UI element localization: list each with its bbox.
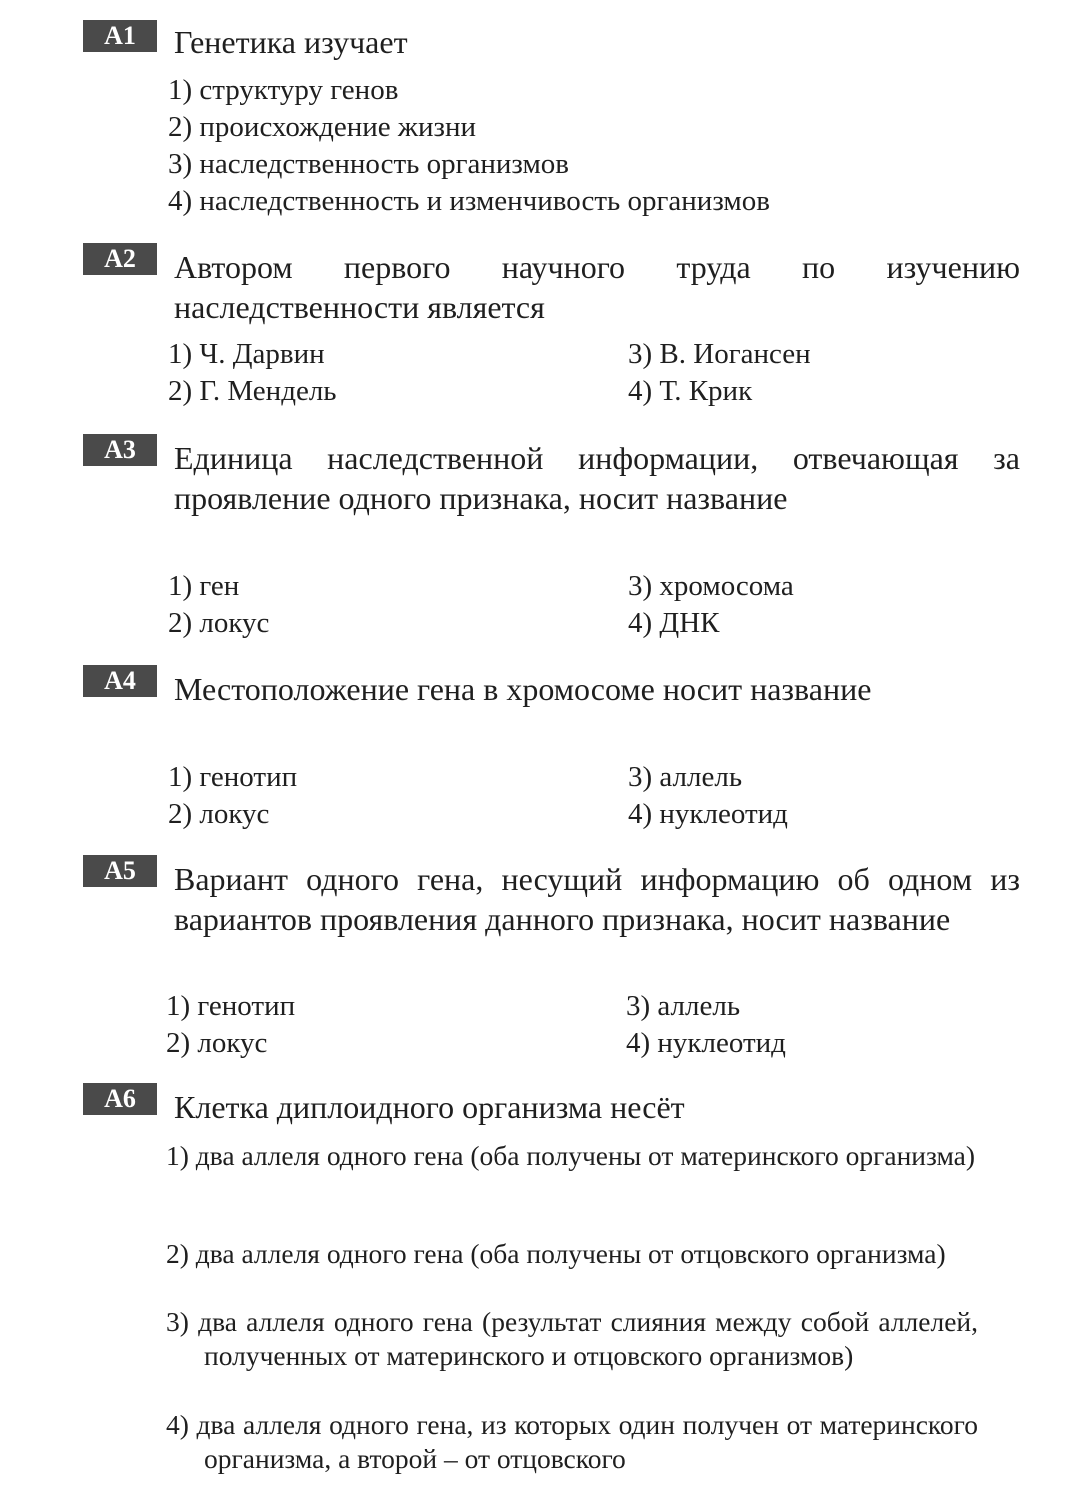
- question-text: Вариант одного гена, несущий информацию об одном из вариантов проявления данного признака, носит название: [174, 861, 1020, 937]
- option-1: 1) ген: [168, 570, 240, 602]
- question-label: A5: [83, 855, 157, 887]
- question-text: Клетка диплоидного организма несёт: [174, 1089, 685, 1125]
- option-2: 2) Г. Мендель: [168, 375, 337, 407]
- option-2: 2) локус: [166, 1027, 268, 1059]
- option-2: 2) происхождение жизни: [168, 111, 476, 143]
- option-3: 3) В. Иогансен: [628, 338, 811, 370]
- option-1: 1) генотип: [166, 990, 296, 1022]
- option-2: 2) локус: [168, 798, 270, 830]
- option-3: 3) аллель: [626, 990, 741, 1022]
- option-1: 1) генотип: [168, 761, 298, 793]
- option-1: 1) Ч. Дарвин: [168, 338, 325, 370]
- option-4: 4) Т. Крик: [628, 375, 753, 407]
- question-label: A4: [83, 665, 157, 697]
- option-3: 3) аллель: [628, 761, 743, 793]
- question-text: Местоположение гена в хромосоме носит название: [174, 671, 872, 707]
- question-text: Единица наследственной информации, отвечающая за проявление одного признака, носит название: [174, 440, 1020, 516]
- option-4: 4) наследственность и изменчивость организмов: [168, 185, 770, 217]
- option-3: 3) два аллеля одного гена (результат слияния между собой аллелей, полученных от материнского и отцовского организмов): [166, 1306, 978, 1371]
- question-label: A3: [83, 434, 157, 466]
- question-label: A1: [83, 20, 157, 52]
- option-3: 3) наследственность организмов: [168, 148, 570, 180]
- question-label: A6: [83, 1083, 157, 1115]
- option-2: 2) локус: [168, 607, 270, 639]
- option-1: 1) структуру генов: [168, 74, 399, 106]
- option-4: 4) нуклеотид: [626, 1027, 786, 1059]
- question-text: Генетика изучает: [174, 24, 408, 60]
- option-2: 2) два аллеля одного гена (оба получены от отцовского организма): [166, 1238, 946, 1269]
- option-4: 4) два аллеля одного гена, из которых один получен от материнского организма, а второй – от отцовского: [166, 1409, 978, 1474]
- option-1: 1) два аллеля одного гена (оба получены от материнского организма): [166, 1140, 976, 1171]
- option-3: 3) хромосома: [628, 570, 794, 602]
- option-4: 4) ДНК: [628, 607, 720, 639]
- question-label: A2: [83, 243, 157, 275]
- option-4: 4) нуклеотид: [628, 798, 788, 830]
- question-text: Автором первого научного труда по изучению наследственности является: [174, 249, 1020, 325]
